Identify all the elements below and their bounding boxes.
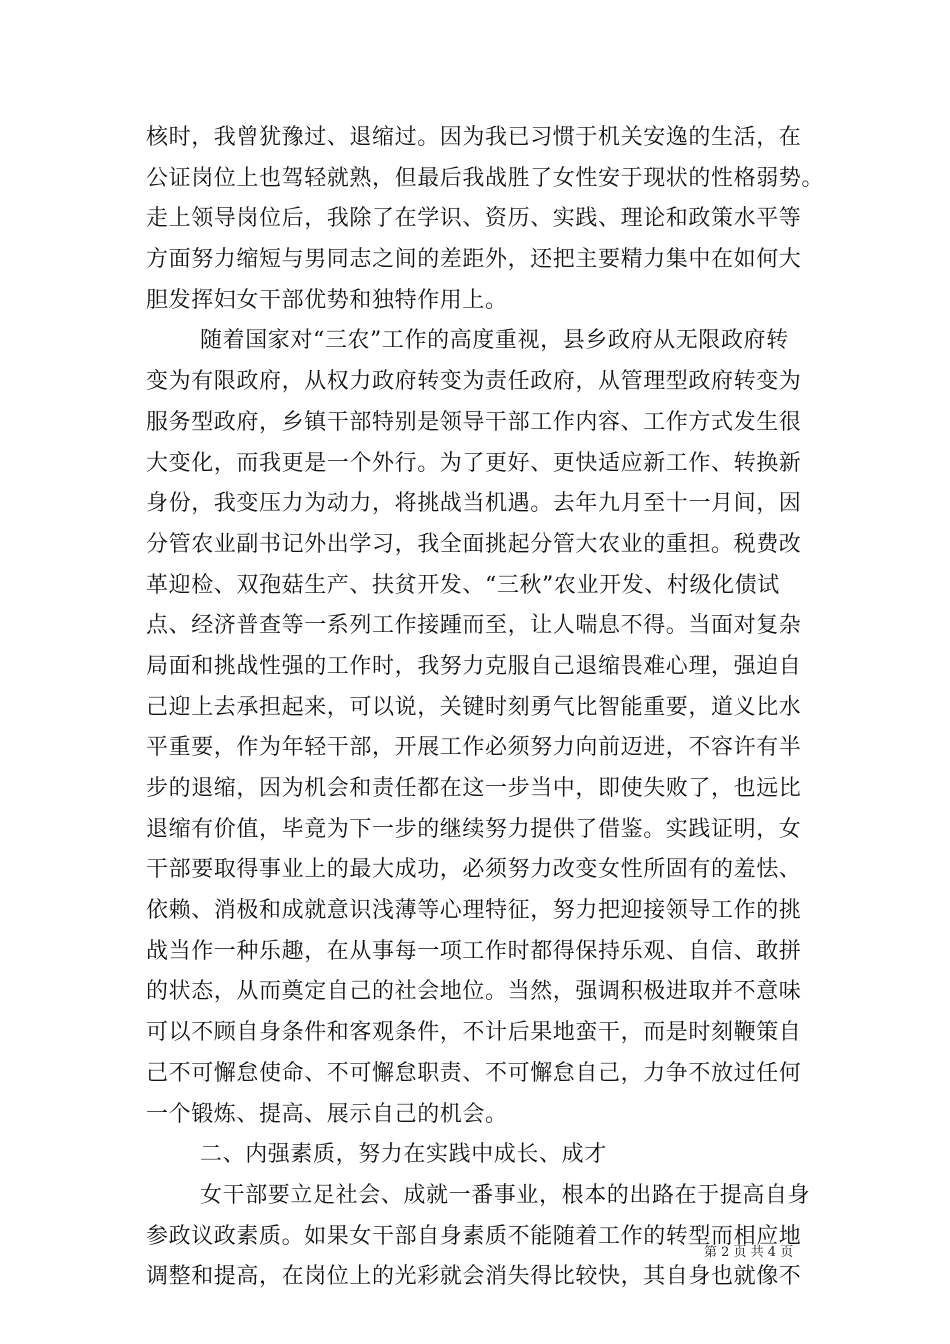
text-line: 平重要，作为年轻干部，开展工作必须努力向前迈进，不容许有半 [146, 735, 802, 761]
text-line: 变为有限政府，从权力政府转变为责任政府，从管理型政府转变为 [146, 369, 802, 395]
paragraph-start-line: 女干部要立足社会、成就一番事业，根本的出路在于提高自身 [200, 1182, 811, 1208]
text-line: 的状态，从而奠定自己的社会地位。当然，强调积极进取并不意味 [146, 979, 802, 1005]
text-line: 核时，我曾犹豫过、退缩过。因为我已习惯于机关安逸的生活，在 [146, 125, 802, 150]
text-line: 革迎检、双孢菇生产、扶贫开发、“三秋”农业开发、村级化债试 [146, 572, 780, 598]
text-line: 局面和挑战性强的工作时，我努力克服自己退缩畏难心理，强迫自 [146, 653, 802, 679]
text-line: 调整和提高，在岗位上的光彩就会消失得比较快，其自身也就像不 [146, 1264, 802, 1290]
text-line: 分管农业副书记外出学习，我全面挑起分管大农业的重担。税费改 [146, 531, 802, 557]
text-line: 干部要取得事业上的最大成功，必须努力改变女性所固有的羞怯、 [146, 857, 802, 883]
text-line: 方面努力缩短与男同志之间的差距外，还把主要精力集中在如何大 [146, 247, 802, 273]
text-line: 己不可懈怠使命、不可懈怠职责、不可懈怠自己，力争不放过任何 [146, 1060, 802, 1086]
text-line: 可以不顾自身条件和客观条件，不计后果地蛮干，而是时刻鞭策自 [146, 1020, 802, 1046]
paragraph-start-line: 随着国家对“三农”工作的高度重视，县乡政府从无限政府转 [200, 328, 789, 354]
document-body [146, 118, 825, 1298]
text-line: 大变化，而我更是一个外行。为了更好、更快适应新工作、转换新 [146, 450, 802, 476]
text-line: 身份，我变压力为动力，将挑战当机遇。去年九月至十一月间，因 [146, 491, 802, 517]
text-line: 己迎上去承担起来，可以说，关键时刻勇气比智能重要，道义比水 [146, 694, 802, 720]
text-line: 胆发挥妇女干部优势和独特作用上。 [146, 287, 508, 313]
text-line: 服务型政府，乡镇干部特别是领导干部工作内容、工作方式发生很 [146, 409, 802, 435]
text-line: 公证岗位上也驾轻就熟，但最后我战胜了女性安于现状的性格弱势。 [146, 165, 825, 191]
text-line: 走上领导岗位后，我除了在学识、资历、实践、理论和政策水平等 [146, 206, 802, 232]
text-line: 参政议政素质。如果女干部自身素质不能随着工作的转型而相应地 [146, 1223, 802, 1249]
text-line: 退缩有价值，毕竟为下一步的继续努力提供了借鉴。实践证明，女 [146, 816, 802, 842]
section-heading: 二、内强素质，努力在实践中成长、成才 [200, 1142, 607, 1168]
text-line: 战当作一种乐趣，在从事每一项工作时都得保持乐观、自信、敢拼 [146, 938, 802, 964]
text-line: 依赖、消极和成就意识浅薄等心理特征，努力把迎接领导工作的挑 [146, 898, 802, 924]
text-line: 一个锻炼、提高、展示自己的机会。 [146, 1101, 508, 1127]
text-line: 步的退缩，因为机会和责任都在这一步当中，即使失败了，也远比 [146, 776, 802, 801]
page-number: 第 2 页 共 4 页 [704, 1245, 794, 1260]
text-line: 点、经济普查等一系列工作接踵而至，让人喘息不得。当面对复杂 [146, 613, 802, 639]
